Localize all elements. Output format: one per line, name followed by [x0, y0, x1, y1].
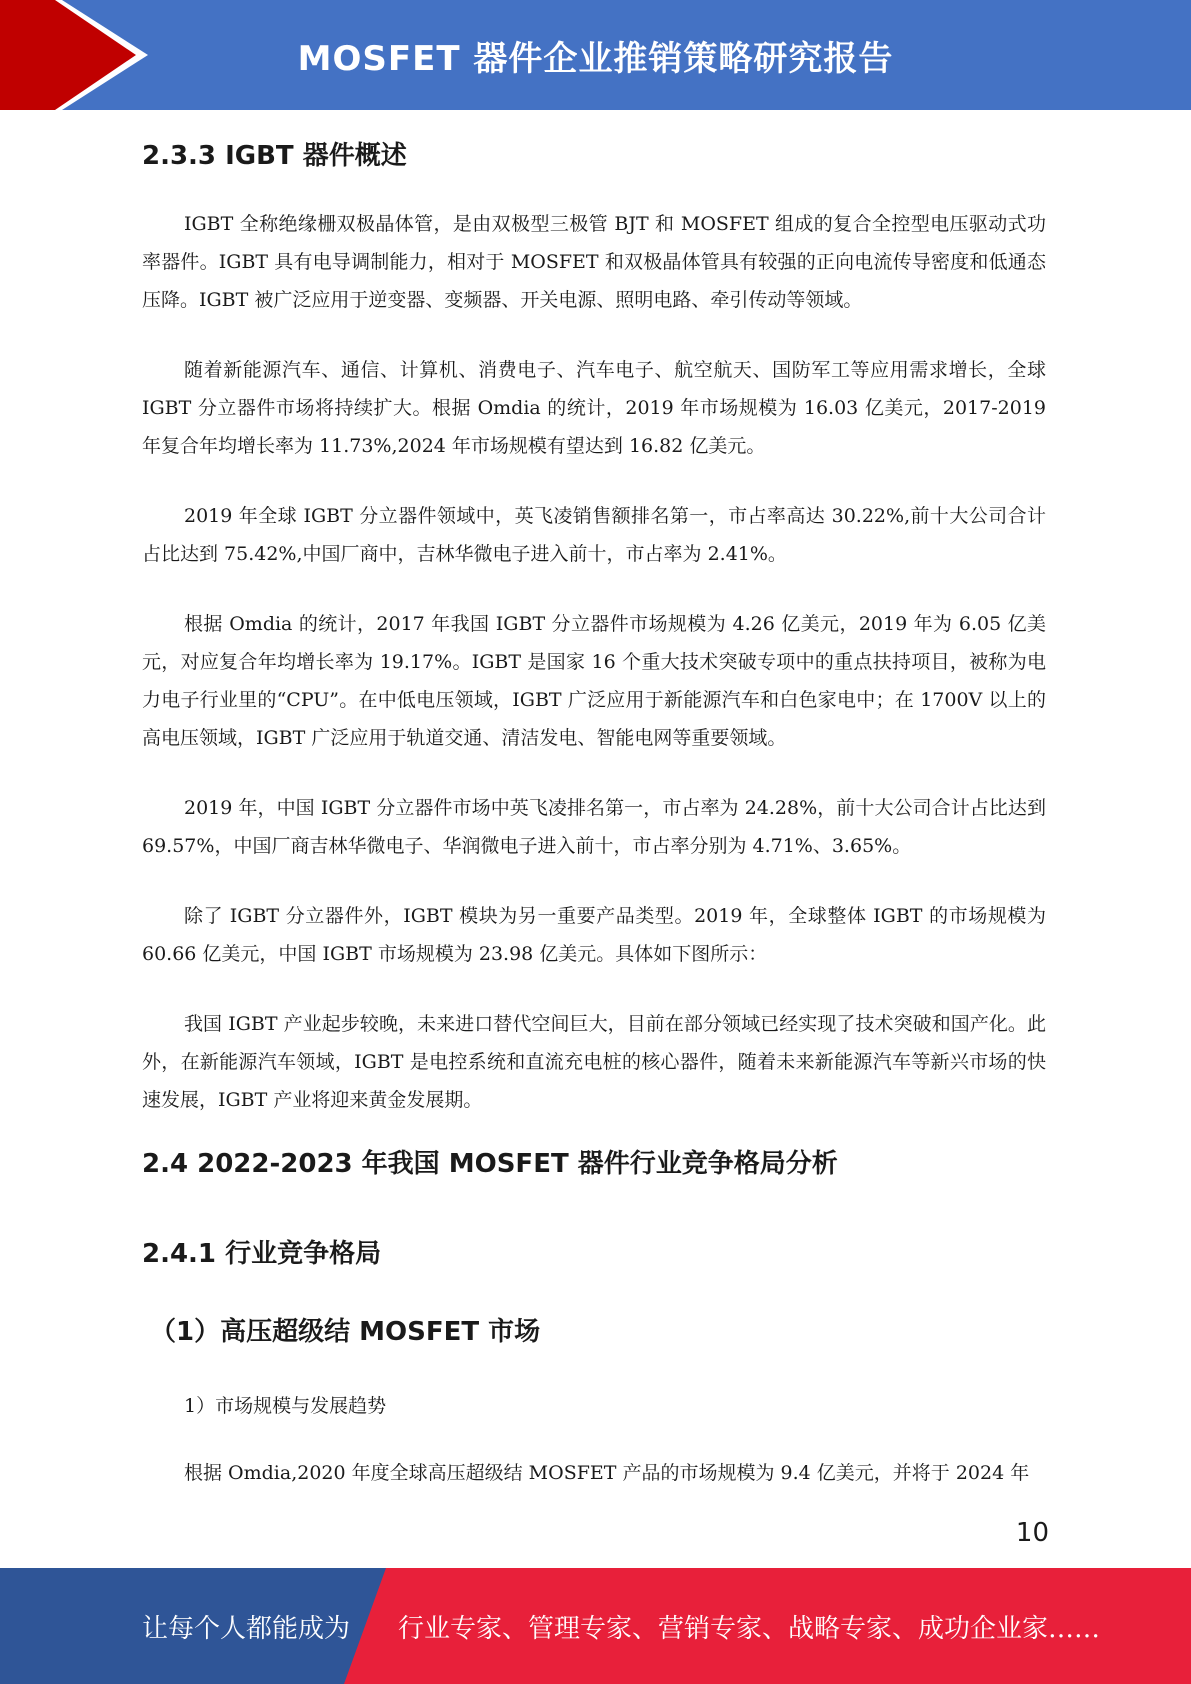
page-number: 10	[1015, 1518, 1049, 1548]
paragraph-3: 2019 年全球 IGBT 分立器件领域中，英飞凌销售额排名第一，市占率高达 30.22%,前十大公司合计占比达到 75.42%,中国厂商中，吉林华微电子进入前十，市占率为 2.41%。	[142, 505, 1046, 565]
chevron-arrow-icon	[0, 0, 150, 110]
page-header	[0, 0, 1191, 110]
list-item-1: 1）市场规模与发展趋势	[184, 1395, 387, 1417]
paragraph-2: 随着新能源汽车、通信、计算机、消费电子、汽车电子、航空航天、国防军工等应用需求增长，全球 IGBT 分立器件市场将持续扩大。根据 Omdia 的统计，2019 年市场规模为 16.03 亿美元，2017-2019 年复合年均增长率为 11.73%,2024 年市场规模有望达到 16.82 亿美元。	[142, 359, 1046, 457]
subsection-heading-1: （1）高压超级结 MOSFET 市场	[150, 1317, 541, 1347]
footer-slogan-left: 让每个人都能成为	[142, 1613, 351, 1644]
footer-slogan-right: 行业专家、管理专家、营销专家、战略专家、成功企业家……	[398, 1613, 1101, 1644]
section-heading-2-3-3: 2.3.3 IGBT 器件概述	[142, 141, 407, 171]
section-heading-2-4-1: 2.4.1 行业竞争格局	[142, 1239, 382, 1269]
paragraph-4: 根据 Omdia 的统计，2017 年我国 IGBT 分立器件市场规模为 4.26 亿美元，2019 年为 6.05 亿美元，对应复合年均增长率为 19.17%。IGBT 是国家 16 个重大技术突破专项中的重点扶持项目，被称为电力电子行业里的“CPU”。在中低电压领域，IGBT 广泛应用于新能源汽车和白色家电中；在 1700V 以上的高电压领域，IGBT 广泛应用于轨道交通、清洁发电、智能电网等重要领域。	[142, 613, 1046, 749]
section-heading-2-4: 2.4 2022-2023 年我国 MOSFET 器件行业竞争格局分析	[142, 1149, 838, 1179]
page-footer	[0, 1568, 1191, 1684]
paragraph-1: IGBT 全称绝缘栅双极晶体管，是由双极型三极管 BJT 和 MOSFET 组成的复合全控型电压驱动式功率器件。IGBT 具有电导调制能力，相对于 MOSFET 和双极晶体管具有较强的正向电流传导密度和低通态压降。IGBT 被广泛应用于逆变器、变频器、开关电源、照明电路、牵引传动等领域。	[142, 213, 1046, 311]
paragraph-6: 除了 IGBT 分立器件外，IGBT 模块为另一重要产品类型。2019 年，全球整体 IGBT 的市场规模为 60.66 亿美元，中国 IGBT 市场规模为 23.98 亿美元。具体如下图所示：	[142, 905, 1046, 965]
paragraph-8: 根据 Omdia,2020 年度全球高压超级结 MOSFET 产品的市场规模为 9.4 亿美元，并将于 2024 年	[184, 1462, 1030, 1484]
paragraph-5: 2019 年，中国 IGBT 分立器件市场中英飞凌排名第一，市占率为 24.28%，前十大公司合计占比达到 69.57%，中国厂商吉林华微电子、华润微电子进入前十，市占率分别为 4.71%、3.65%。	[142, 797, 1046, 857]
paragraph-7: 我国 IGBT 产业起步较晚，未来进口替代空间巨大，目前在部分领域已经实现了技术突破和国产化。此外，在新能源汽车领域，IGBT 是电控系统和直流充电桩的核心器件，随着未来新能源汽车等新兴市场的快速发展，IGBT 产业将迎来黄金发展期。	[142, 1013, 1046, 1111]
header-title: MOSFET 器件企业推销策略研究报告	[297, 38, 894, 79]
